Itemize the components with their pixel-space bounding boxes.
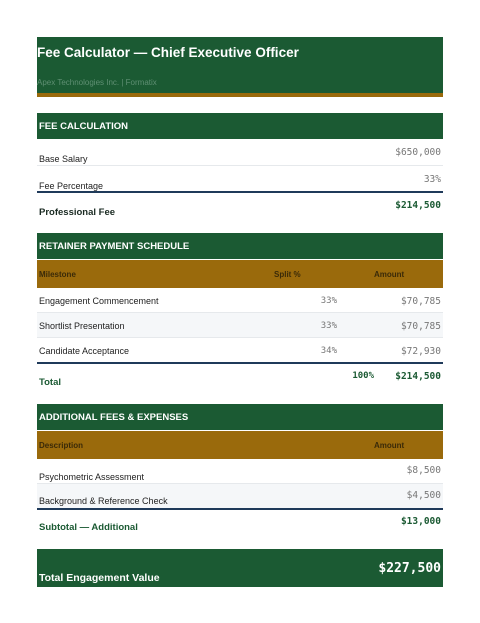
- amount-cell: $70,785: [400, 321, 441, 332]
- section-fee-calculation-title: [37, 113, 443, 139]
- row-value: 33%: [423, 174, 441, 185]
- column-header-amount: Amount: [374, 270, 405, 279]
- table-row: [37, 288, 443, 313]
- table-row: [37, 313, 443, 338]
- split-cell: 33%: [320, 296, 337, 306]
- column-header-split: Split %: [274, 270, 301, 279]
- column-header-description: Description: [39, 441, 84, 450]
- additional-column-header: [37, 431, 443, 459]
- retainer-total-label: Total: [39, 377, 61, 388]
- description-cell: Background & Reference Check: [39, 496, 168, 506]
- retainer-total-amount: $214,500: [395, 371, 441, 382]
- section-title-label: ADDITIONAL FEES & EXPENSES: [39, 412, 189, 423]
- row-value: $650,000: [395, 147, 441, 158]
- section-title-label: FEE CALCULATION: [39, 121, 129, 132]
- milestone-cell: Shortlist Presentation: [39, 321, 125, 331]
- divider-rule: [37, 191, 443, 193]
- amount-cell: $72,930: [400, 346, 441, 357]
- amount-cell: $4,500: [406, 490, 441, 501]
- split-cell: 33%: [320, 321, 337, 331]
- amount-cell: $70,785: [400, 296, 441, 307]
- professional-fee-label: Professional Fee: [39, 207, 116, 218]
- header-accent-bar: [37, 93, 443, 97]
- page-title: Fee Calculator — Chief Executive Officer: [37, 45, 299, 60]
- milestone-cell: Engagement Commencement: [39, 296, 159, 306]
- table-row: [37, 338, 443, 362]
- description-cell: Psychometric Assessment: [39, 472, 145, 482]
- professional-fee-value: $214,500: [395, 200, 441, 211]
- document-header: [37, 37, 443, 93]
- section-title-label: RETAINER PAYMENT SCHEDULE: [39, 241, 190, 252]
- column-header-milestone: Milestone: [39, 270, 76, 279]
- grand-total-bar: [37, 549, 443, 587]
- subtotal-label: Subtotal — Additional: [39, 522, 138, 533]
- milestone-cell: Candidate Acceptance: [39, 346, 130, 356]
- table-row: [37, 139, 443, 166]
- table-row: [37, 459, 443, 484]
- grand-total-value: $227,500: [378, 561, 441, 576]
- retainer-column-header: [37, 260, 443, 288]
- table-row: [37, 484, 443, 508]
- divider-rule: [37, 362, 443, 364]
- section-additional-title: [37, 404, 443, 430]
- split-cell: 34%: [320, 346, 337, 356]
- amount-cell: $8,500: [406, 465, 441, 476]
- subtotal-value: $13,000: [400, 516, 441, 527]
- retainer-total-split: 100%: [352, 371, 374, 381]
- page-subtitle: Apex Technologies Inc. | Formatix: [37, 78, 157, 87]
- divider-rule: [37, 508, 443, 510]
- table-row: [37, 166, 443, 191]
- column-header-amount: Amount: [374, 441, 405, 450]
- grand-total-label: Total Engagement Value: [39, 572, 160, 584]
- row-label: Base Salary: [39, 154, 88, 164]
- row-label: Fee Percentage: [39, 181, 104, 191]
- section-retainer-title: [37, 233, 443, 259]
